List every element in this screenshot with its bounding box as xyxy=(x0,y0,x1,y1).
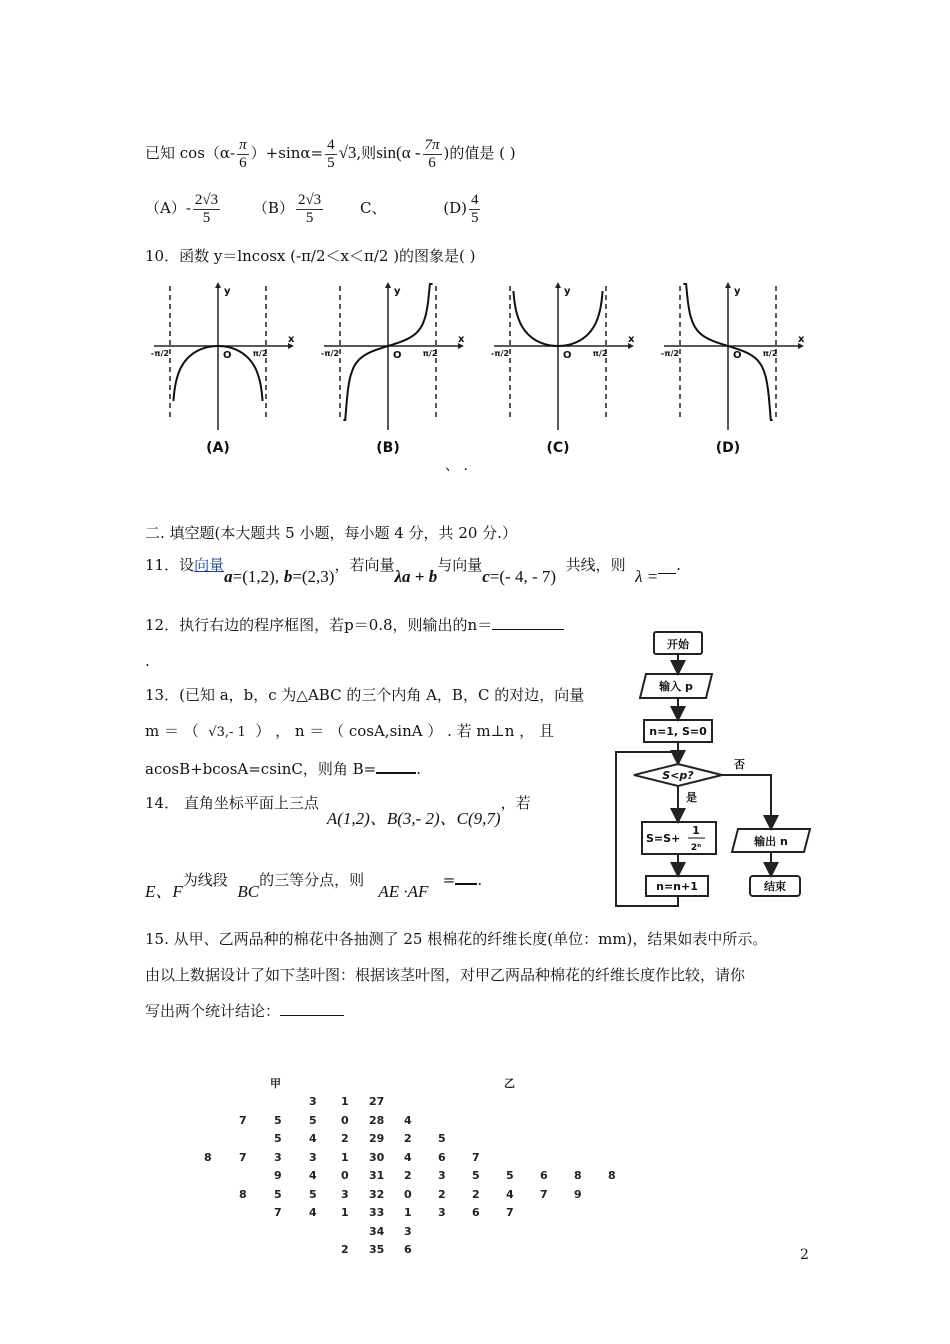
q14-mid: 为线段 xyxy=(182,871,228,889)
q10-origin-label: O xyxy=(223,350,232,361)
stem-leaf-left-leaf: 8 xyxy=(239,1187,247,1201)
stem-leaf-left-leaf: 3 xyxy=(309,1095,317,1108)
q15-line2: 由以上数据设计了如下茎叶图：根据该茎叶图，对甲乙两品种棉花的纤维长度作比较，请你 xyxy=(145,966,746,984)
q9-option-a: （A）- $\frac{2√3}{5}$ xyxy=(145,191,219,226)
q13-text: acosB+bcosA=csinC，则角 B= xyxy=(145,760,377,778)
q13-line1: 13．(已知 a，b，c 为△ABC 的三个内角 A，B，C 的对边，向量 xyxy=(145,686,585,704)
stem-leaf-left-leaf: 7 xyxy=(239,1113,247,1127)
q10-graph-2 xyxy=(321,282,465,456)
stem-leaf-header-right: 乙 xyxy=(504,1077,515,1090)
q10-origin-label: O xyxy=(733,350,742,361)
stem-leaf-left-leaf: 9 xyxy=(274,1169,282,1182)
stem-leaf-left-leaf: 2 xyxy=(341,1132,349,1145)
q11-vector-c: c xyxy=(482,567,490,586)
q9-option-c: C、 xyxy=(359,199,387,217)
flowchart-output-label: 输出 n xyxy=(754,835,788,848)
page-number: 2 xyxy=(800,1247,809,1263)
q10-y-arrow xyxy=(385,282,391,288)
flowchart-update-s-label: S=S+ xyxy=(646,832,681,845)
q9-option-d: (D) $\frac{4}{5}$ xyxy=(443,191,479,226)
q10-graph-label: (C) xyxy=(546,440,570,456)
stem-leaf-right-leaf: 9 xyxy=(574,1187,582,1201)
q10-graph-4 xyxy=(661,282,805,456)
q10-graph-label: (A) xyxy=(206,440,230,456)
q9-then: ,则 xyxy=(356,144,377,162)
q9-option-b: （B） $\frac{2√3}{5}$ xyxy=(252,191,322,226)
stem-leaf-left-leaf: 4 xyxy=(309,1206,317,1219)
q11-question xyxy=(145,554,681,588)
q14-text: 14． 直角坐标平面上三点 xyxy=(145,794,319,812)
stem-leaf-header-left: 甲 xyxy=(270,1077,281,1090)
stem-leaf-right-leaf: 6 xyxy=(472,1206,480,1219)
q10-pos-tick: π/2 xyxy=(762,349,778,358)
flowchart-update-n-label: n=n+1 xyxy=(656,880,698,893)
stem-leaf-left-leaf: 4 xyxy=(309,1132,317,1145)
stem-leaf-right-leaf: 8 xyxy=(574,1169,582,1182)
section2-heading: 二. 填空题(本大题共 5 小题，每小题 4 分，共 20 分.） xyxy=(145,524,517,542)
flowchart-init-label: n=1, S=0 xyxy=(649,725,707,738)
q10-neg-tick: -π/2 xyxy=(490,349,510,358)
q10-x-label: x xyxy=(288,334,295,345)
stem-leaf-right-leaf: 8 xyxy=(608,1169,616,1182)
q10-origin-label: O xyxy=(393,350,402,361)
q10-pos-tick: π/2 xyxy=(422,349,438,358)
q15-text: 写出两个统计结论： xyxy=(145,1002,281,1020)
stem-leaf-right-leaf: 2 xyxy=(404,1169,412,1182)
flowchart xyxy=(608,624,818,914)
stem-leaf-right-leaf: 6 xyxy=(438,1150,446,1164)
q11-number: 11．设 xyxy=(145,556,195,574)
stem-leaf-stem: 35 xyxy=(369,1243,385,1256)
q9-frac-4-5: $\frac{4}{5}$ xyxy=(327,136,335,171)
q10-graphs xyxy=(140,280,820,460)
stem-leaf-right-leaf: 4 xyxy=(404,1150,412,1164)
q13-m: m ＝ （ xyxy=(145,722,199,740)
stem-leaf-left-leaf: 0 xyxy=(341,1113,349,1127)
q13-answer-blank[interactable] xyxy=(376,772,416,774)
stem-leaf-left-leaf: 5 xyxy=(309,1187,317,1201)
stem-leaf-right-leaf: 7 xyxy=(472,1150,480,1164)
q10-x-label: x xyxy=(458,334,465,345)
q14-bc: BC xyxy=(237,882,260,901)
q10-neg-tick: -π/2 xyxy=(660,349,680,358)
stem-leaf-right-leaf: 7 xyxy=(506,1206,514,1219)
q10-dots: 、 . xyxy=(445,458,468,474)
q10-y-label: y xyxy=(224,286,231,297)
q10-pos-tick: π/2 xyxy=(252,349,268,358)
stem-leaf-left-leaf: 1 xyxy=(341,1206,349,1219)
q14-end: . xyxy=(477,871,483,889)
q14-ef: E、F xyxy=(145,882,183,901)
q10-graph-1 xyxy=(151,282,295,456)
q11-vector-b: b xyxy=(283,567,293,586)
q11-answer-blank[interactable] xyxy=(658,573,676,574)
stem-leaf-left-leaf: 8 xyxy=(204,1150,212,1164)
q11-c-value: =(- 4, - 7) xyxy=(489,567,557,586)
flowchart-input-label: 输入 p xyxy=(659,680,693,693)
q14-answer-blank[interactable] xyxy=(455,883,477,885)
q9-prefix: 已知 cos（α- xyxy=(145,144,236,162)
flowchart-end-label: 结束 xyxy=(764,880,786,893)
stem-leaf-left-leaf: 3 xyxy=(309,1150,317,1164)
q9-suffix: )的值是 ( ) xyxy=(443,144,516,162)
q13-line3 xyxy=(145,759,421,779)
q9-sqrt3: √3 xyxy=(338,143,357,162)
stem-leaf-stem: 33 xyxy=(369,1206,385,1219)
stem-leaf-right-leaf: 2 xyxy=(438,1187,446,1201)
flowchart-frac-den: 2ⁿ xyxy=(690,843,702,853)
stem-leaf-stem: 27 xyxy=(369,1095,385,1108)
q14-line2 xyxy=(145,870,482,906)
q9-options xyxy=(145,188,482,228)
stem-leaf-right-leaf: 6 xyxy=(540,1169,548,1182)
q12-question xyxy=(145,615,564,635)
flowchart-cond-label: S<p? xyxy=(662,769,694,782)
stem-leaf-stem: 28 xyxy=(369,1113,385,1127)
stem-leaf-left-leaf: 3 xyxy=(274,1150,282,1164)
q10-graph-label: (B) xyxy=(376,440,400,456)
q11-end: . xyxy=(676,556,682,574)
q10-y-arrow xyxy=(725,282,731,288)
stem-leaf-right-leaf: 3 xyxy=(438,1169,446,1182)
stem-leaf-right-leaf: 5 xyxy=(506,1169,514,1182)
q9-mid: ）+sinα= xyxy=(250,144,324,162)
q10-graph-3 xyxy=(491,282,635,456)
q11-mid1: ，若向量 xyxy=(334,556,395,574)
stem-leaf-right-leaf: 2 xyxy=(404,1132,412,1145)
stem-leaf-left-leaf: 3 xyxy=(341,1187,349,1201)
stem-leaf-right-leaf: 4 xyxy=(404,1113,412,1127)
stem-leaf-left-leaf: 1 xyxy=(341,1150,349,1164)
q11-b-value: =(2,3) xyxy=(292,567,335,586)
q11-mid2: 与向量 xyxy=(437,556,483,574)
q13-vector: √3,- 1 xyxy=(208,725,246,740)
q14-eq: = xyxy=(442,871,456,889)
q10-graph-label: (D) xyxy=(715,440,741,456)
q13-line2 xyxy=(145,721,554,743)
stem-leaf-stem: 31 xyxy=(369,1169,385,1182)
stem-leaf-left-leaf: 7 xyxy=(239,1150,247,1164)
q15-line1: 15. 从甲、乙两品种的棉花中各抽测了 25 根棉花的纤维长度(单位：mm)，结果如表中所示。 xyxy=(145,930,768,948)
q13-end: . xyxy=(416,760,421,778)
flowchart-start-label: 开始 xyxy=(667,638,689,651)
q11-a-value: =(1,2), xyxy=(232,567,280,586)
q11-combo: λa + b xyxy=(394,567,438,586)
q10-y-label: y xyxy=(564,286,571,297)
stem-leaf-right-leaf: 6 xyxy=(404,1243,412,1256)
stem-leaf-stem: 29 xyxy=(369,1132,385,1145)
q10-neg-tick: -π/2 xyxy=(320,349,340,358)
q11-vector-a: a xyxy=(224,567,233,586)
q15-answer-blank[interactable] xyxy=(280,1015,344,1016)
stem-leaf-right-leaf: 0 xyxy=(404,1187,412,1201)
q13-rest: ） ， n ＝ （ cosA,sinA ） . 若 m⊥n ， 且 xyxy=(255,722,554,740)
flowchart-yes-label: 是 xyxy=(686,791,697,804)
q10-origin-label: O xyxy=(563,350,572,361)
stem-leaf-left-leaf: 5 xyxy=(274,1187,282,1201)
q10-x-label: x xyxy=(798,334,805,345)
q10-y-arrow xyxy=(215,282,221,288)
stem-leaf-left-leaf: 1 xyxy=(341,1095,349,1108)
stem-leaf-stem: 30 xyxy=(369,1150,385,1164)
stem-leaf-stem: 34 xyxy=(369,1224,385,1238)
q14-ruo: ，若 xyxy=(500,794,531,812)
stem-leaf-right-leaf: 3 xyxy=(404,1224,412,1238)
q9-frac-7pi-6: $\frac{7\pi}{6}$ xyxy=(424,136,440,171)
q11-mid3: 共线，则 xyxy=(565,556,626,574)
q14-dot: AE ·AF xyxy=(378,882,429,901)
q14-line1 xyxy=(145,793,531,829)
q10-x-label: x xyxy=(628,334,635,345)
stem-leaf-left-leaf: 5 xyxy=(309,1113,317,1127)
stem-leaf-left-leaf: 4 xyxy=(309,1169,317,1182)
stem-leaf-right-leaf: 5 xyxy=(472,1169,480,1182)
stem-leaf-stem: 32 xyxy=(369,1187,385,1201)
q12-text: 12．执行右边的程序框图，若p＝0.8，则输出的n＝ xyxy=(145,616,493,634)
q9-frac-pi-6: $\frac{\pi}{6}$ xyxy=(239,136,247,171)
stem-leaf-right-leaf: 4 xyxy=(506,1187,514,1201)
stem-leaf-left-leaf: 5 xyxy=(274,1113,282,1127)
stem-leaf-right-leaf: 7 xyxy=(540,1187,548,1201)
stem-leaf-right-leaf: 3 xyxy=(438,1206,446,1219)
q11-vector-link[interactable]: 向量 xyxy=(194,556,225,574)
q14-mid2: 的三等分点，则 xyxy=(259,871,365,889)
stem-leaf-left-leaf: 2 xyxy=(341,1243,349,1256)
q10-y-arrow xyxy=(555,282,561,288)
q14-points: A(1,2)、B(3,- 2)、C(9,7) xyxy=(326,809,501,828)
q10-question: 10．函数 y＝lncosx (-π/2＜x＜π/2 )的图象是( ) xyxy=(145,247,476,265)
flowchart-frac-num: 1 xyxy=(692,824,700,837)
stem-leaf-right-leaf: 1 xyxy=(404,1206,412,1219)
q9-question xyxy=(145,133,516,173)
stem-leaf-right-leaf: 5 xyxy=(438,1132,446,1145)
q12-answer-blank[interactable] xyxy=(492,629,564,630)
q15-line3 xyxy=(145,1001,344,1021)
q11-lambda: λ = xyxy=(635,567,659,586)
q10-pos-tick: π/2 xyxy=(592,349,608,358)
stem-leaf-left-leaf: 0 xyxy=(341,1169,349,1182)
stem-leaf-right-leaf: 2 xyxy=(472,1187,480,1201)
q9-sin: sin(α - xyxy=(376,143,421,162)
stem-leaf-left-leaf: 7 xyxy=(274,1206,282,1219)
q10-neg-tick: -π/2 xyxy=(150,349,170,358)
stem-leaf-left-leaf: 5 xyxy=(274,1132,282,1145)
q10-y-label: y xyxy=(734,286,741,297)
q12-end: . xyxy=(145,652,150,670)
q10-y-label: y xyxy=(394,286,401,297)
flowchart-no-label: 否 xyxy=(734,758,745,771)
